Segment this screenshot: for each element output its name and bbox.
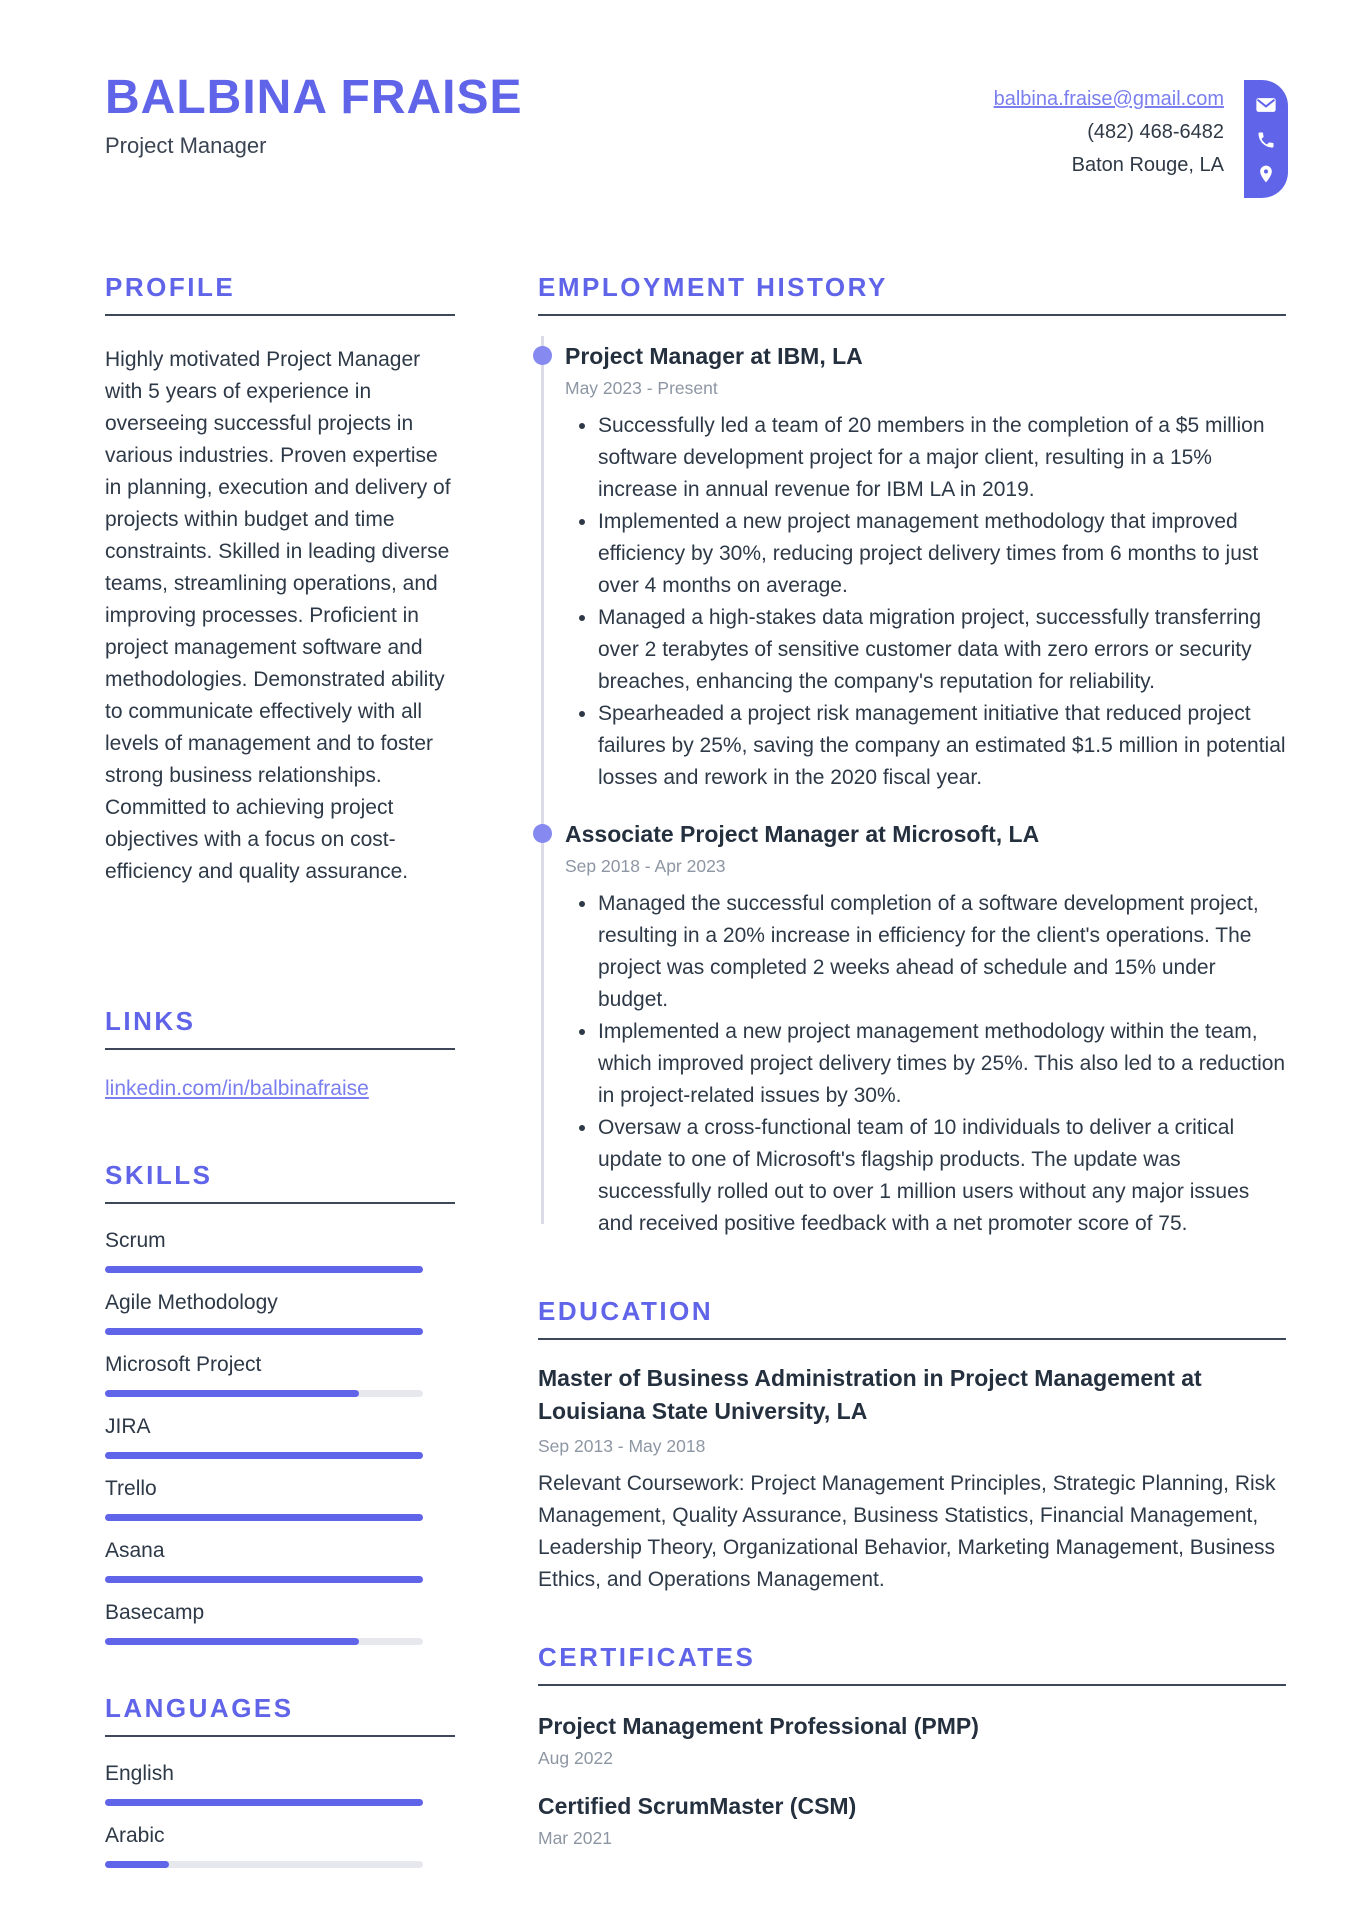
- skill-label: Asana: [105, 1539, 165, 1562]
- skill-item: [105, 1476, 455, 1521]
- job-title: Project Manager at IBM, LA: [565, 343, 863, 369]
- certificate-title: Project Management Professional (PMP): [538, 1713, 979, 1739]
- skill-bar-track: [105, 1638, 423, 1645]
- skills-heading: SKILLS: [105, 1160, 455, 1204]
- profile-section: [105, 272, 455, 888]
- skill-bar-fill: [105, 1390, 359, 1397]
- certificate-item: [538, 1792, 1286, 1850]
- contact-phone: (482) 468-6482: [1087, 121, 1224, 143]
- header: [105, 0, 1288, 176]
- skill-bar-fill: [105, 1514, 423, 1521]
- language-bar-track: [105, 1861, 423, 1868]
- skill-label: Scrum: [105, 1229, 166, 1252]
- skill-bar-track: [105, 1328, 423, 1335]
- job-bullet: • Managed the successful completion of a software development project, resulting in a 20% increase in efficiency for the client's operations. The project was completed 2 weeks ahead of schedule and 15% under budget.: [598, 888, 1286, 1016]
- language-label: Arabic: [105, 1824, 165, 1847]
- contact-lines: [994, 83, 1224, 182]
- email-link[interactable]: balbina.fraise@gmail.com: [993, 88, 1224, 110]
- job-bullets: [565, 410, 1286, 794]
- job-entry: [538, 820, 1286, 1240]
- job-bullet: • Spearheaded a project risk management initiative that reduced project failures by 25%, saving the company an estimated $1.5 million in potential losses and rework in the 2020 fiscal year.: [598, 698, 1286, 794]
- certificates-heading: CERTIFICATES: [538, 1642, 1286, 1686]
- employment-section: [538, 272, 1286, 1240]
- phone-icon: [1256, 130, 1276, 150]
- contact-location: Baton Rouge, LA: [1071, 154, 1224, 176]
- skill-bar-track: [105, 1266, 423, 1273]
- profile-heading: PROFILE: [105, 272, 455, 316]
- job-bullet: • Implemented a new project management methodology that improved efficiency by 30%, reducing project delivery times from 6 months to just over 4 months on average.: [598, 506, 1286, 602]
- skill-bar-track: [105, 1514, 423, 1521]
- job-bullets: [565, 888, 1286, 1240]
- timeline-dot: [533, 824, 552, 843]
- skill-bar-fill: [105, 1452, 423, 1459]
- right-column: [538, 272, 1286, 1885]
- education-degree: Master of Business Administration in Project Management at Louisiana State University, LA: [538, 1365, 1202, 1424]
- profile-text: Highly motivated Project Manager with 5 years of experience in overseeing successful projects in various industries. Proven expertise in planning, execution and delivery of projects within budget and time constraints. Skilled in leading diverse teams, streamlining operations, and improving processes. Proficient in project management software and methodologies. Demonstrated ability to communicate effectively with all levels of management and to foster strong business relationships. Committed to achieving project objectives with a focus on cost-efficiency and quality assurance.: [105, 348, 451, 883]
- education-section: [538, 1296, 1286, 1596]
- languages-section: [105, 1693, 455, 1868]
- language-bar-track: [105, 1799, 423, 1806]
- skill-bar-track: [105, 1390, 423, 1397]
- job-title: Associate Project Manager at Microsoft, LA: [565, 821, 1040, 847]
- language-item: [105, 1761, 455, 1806]
- job-bullet: • Successfully led a team of 20 members in the completion of a $5 million software development project for a major client, resulting in a 15% increase in annual revenue for IBM LA in 2019.: [598, 410, 1286, 506]
- skills-list: [105, 1228, 455, 1645]
- content-columns: [105, 272, 1288, 1885]
- certificate-title: Certified ScrumMaster (CSM): [538, 1793, 857, 1819]
- skill-bar-track: [105, 1452, 423, 1459]
- skill-bar-track: [105, 1576, 423, 1583]
- contact-block: [994, 80, 1288, 198]
- skill-label: JIRA: [105, 1415, 151, 1438]
- skill-item: [105, 1290, 455, 1335]
- candidate-name: BALBINA FRAISE: [105, 71, 523, 124]
- language-bar-fill: [105, 1799, 423, 1806]
- left-column: [105, 272, 455, 1885]
- certificate-item: [538, 1712, 1286, 1770]
- languages-heading: LANGUAGES: [105, 1693, 455, 1737]
- certificate-date: Mar 2021: [538, 1828, 612, 1848]
- job-dates: Sep 2018 - Apr 2023: [565, 856, 726, 876]
- language-item: [105, 1823, 455, 1868]
- skill-item: [105, 1600, 455, 1645]
- skills-section: [105, 1160, 455, 1645]
- skill-bar-fill: [105, 1638, 359, 1645]
- skill-item: [105, 1352, 455, 1397]
- timeline-dot: [533, 346, 552, 365]
- skill-item: [105, 1538, 455, 1583]
- certificate-date: Aug 2022: [538, 1748, 613, 1768]
- skill-bar-fill: [105, 1266, 423, 1273]
- skill-item: [105, 1228, 455, 1273]
- linkedin-link[interactable]: linkedin.com/in/balbinafraise: [105, 1077, 369, 1100]
- skill-item: [105, 1414, 455, 1459]
- skill-label: Microsoft Project: [105, 1353, 262, 1376]
- candidate-job-title: Project Manager: [105, 133, 267, 158]
- job-dates: May 2023 - Present: [565, 378, 718, 398]
- education-heading: EDUCATION: [538, 1296, 1286, 1340]
- employment-timeline: [538, 342, 1286, 1240]
- job-bullet: • Implemented a new project management methodology within the team, which improved project delivery times by 25%. This also led to a reduction in project-related issues by 30%.: [598, 1016, 1286, 1112]
- skill-label: Trello: [105, 1477, 157, 1500]
- skill-bar-fill: [105, 1576, 423, 1583]
- languages-list: [105, 1761, 455, 1868]
- job-bullet: • Oversaw a cross-functional team of 10 individuals to deliver a critical update to one of Microsoft's flagship products. The update was successfully rolled out to over 1 million users without any major issues and received positive feedback with a net promoter score of 75.: [598, 1112, 1286, 1240]
- job-bullet: • Managed a high-stakes data migration project, successfully transferring over 2 terabytes of sensitive customer data with zero errors or security breaches, enhancing the company's reputation for reliability.: [598, 602, 1286, 698]
- skill-label: Basecamp: [105, 1601, 205, 1624]
- location-pin-icon: [1256, 164, 1276, 184]
- employment-heading: EMPLOYMENT HISTORY: [538, 272, 1286, 316]
- contact-icon-bar: [1244, 80, 1288, 198]
- links-heading: LINKS: [105, 1006, 455, 1050]
- job-entry: [538, 342, 1286, 794]
- language-label: English: [105, 1762, 174, 1785]
- education-dates: Sep 2013 - May 2018: [538, 1436, 706, 1456]
- language-bar-fill: [105, 1861, 169, 1868]
- contact-email-row: [994, 83, 1224, 116]
- envelope-icon: [1255, 94, 1277, 116]
- certificates-section: [538, 1642, 1286, 1850]
- education-description: Relevant Coursework: Project Management Principles, Strategic Planning, Risk Management, Quality Assurance, Business Statistics, Financial Management, Leadership Theory, Organizational Behavior, Marketing Management, Business Ethics, and Operations Management.: [538, 1472, 1276, 1591]
- skill-bar-fill: [105, 1328, 423, 1335]
- links-section: [105, 1006, 455, 1104]
- skill-label: Agile Methodology: [105, 1291, 278, 1314]
